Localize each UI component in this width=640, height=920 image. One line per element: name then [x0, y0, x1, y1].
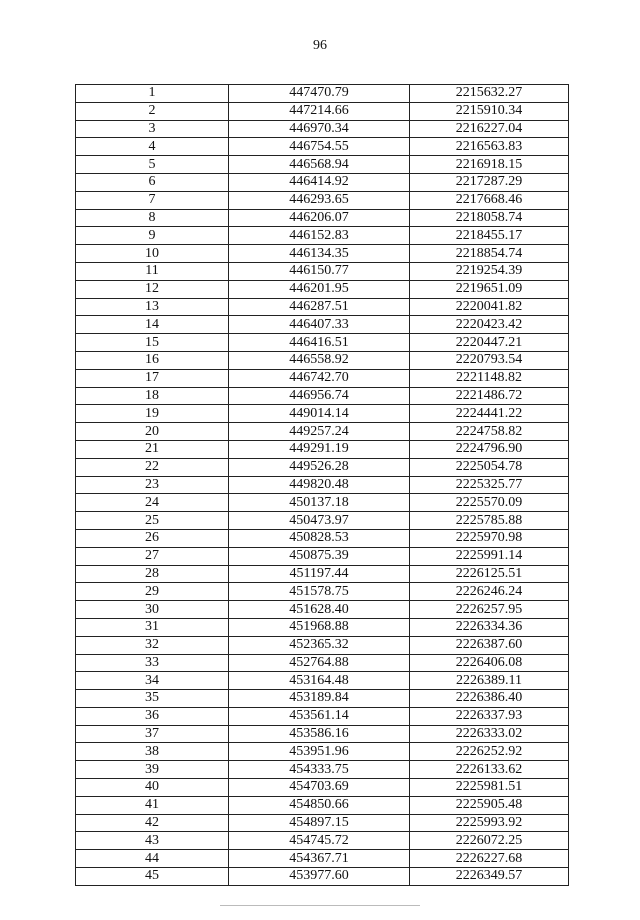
x-coordinate-cell: 454333.75 [229, 761, 410, 779]
table-row [76, 565, 569, 583]
x-coordinate-cell: 449526.28 [229, 458, 410, 476]
point-number-cell: 23 [76, 476, 229, 494]
table-row [76, 850, 569, 868]
page-bottom-rule [220, 905, 420, 906]
table-row [76, 280, 569, 298]
x-coordinate-cell: 453189.84 [229, 690, 410, 708]
point-number-cell: 39 [76, 761, 229, 779]
x-coordinate-cell: 454367.71 [229, 850, 410, 868]
y-coordinate-cell: 2218058.74 [410, 209, 569, 227]
x-coordinate-cell: 450828.53 [229, 529, 410, 547]
y-coordinate-cell: 2225570.09 [410, 494, 569, 512]
table-row [76, 369, 569, 387]
y-coordinate-cell: 2216563.83 [410, 138, 569, 156]
y-coordinate-cell: 2220423.42 [410, 316, 569, 334]
x-coordinate-cell: 451197.44 [229, 565, 410, 583]
point-number-cell: 34 [76, 672, 229, 690]
x-coordinate-cell: 447214.66 [229, 102, 410, 120]
table-row [76, 743, 569, 761]
x-coordinate-cell: 450473.97 [229, 512, 410, 530]
point-number-cell: 30 [76, 601, 229, 619]
point-number-cell: 38 [76, 743, 229, 761]
point-number-cell: 37 [76, 725, 229, 743]
point-number-cell: 26 [76, 529, 229, 547]
x-coordinate-cell: 446970.34 [229, 120, 410, 138]
y-coordinate-cell: 2225785.88 [410, 512, 569, 530]
table-row [76, 618, 569, 636]
x-coordinate-cell: 450875.39 [229, 547, 410, 565]
table-row [76, 440, 569, 458]
point-number-cell: 6 [76, 173, 229, 191]
x-coordinate-cell: 453586.16 [229, 725, 410, 743]
table-row [76, 690, 569, 708]
y-coordinate-cell: 2220793.54 [410, 351, 569, 369]
y-coordinate-cell: 2217668.46 [410, 191, 569, 209]
x-coordinate-cell: 453164.48 [229, 672, 410, 690]
x-coordinate-cell: 454703.69 [229, 779, 410, 797]
y-coordinate-cell: 2216227.04 [410, 120, 569, 138]
x-coordinate-cell: 446558.92 [229, 351, 410, 369]
point-number-cell: 42 [76, 814, 229, 832]
point-number-cell: 4 [76, 138, 229, 156]
table-row [76, 173, 569, 191]
table-row [76, 334, 569, 352]
point-number-cell: 24 [76, 494, 229, 512]
x-coordinate-cell: 454850.66 [229, 796, 410, 814]
x-coordinate-cell: 450137.18 [229, 494, 410, 512]
table-row [76, 351, 569, 369]
table-row [76, 779, 569, 797]
y-coordinate-cell: 2225970.98 [410, 529, 569, 547]
point-number-cell: 2 [76, 102, 229, 120]
y-coordinate-cell: 2226257.95 [410, 601, 569, 619]
y-coordinate-cell: 2225325.77 [410, 476, 569, 494]
y-coordinate-cell: 2216918.15 [410, 156, 569, 174]
point-number-cell: 36 [76, 707, 229, 725]
y-coordinate-cell: 2226387.60 [410, 636, 569, 654]
x-coordinate-cell: 446407.33 [229, 316, 410, 334]
y-coordinate-cell: 2225981.51 [410, 779, 569, 797]
x-coordinate-cell: 451968.88 [229, 618, 410, 636]
x-coordinate-cell: 454897.15 [229, 814, 410, 832]
y-coordinate-cell: 2226333.02 [410, 725, 569, 743]
y-coordinate-cell: 2226133.62 [410, 761, 569, 779]
y-coordinate-cell: 2226227.68 [410, 850, 569, 868]
point-number-cell: 17 [76, 369, 229, 387]
table-row [76, 868, 569, 886]
y-coordinate-cell: 2225993.92 [410, 814, 569, 832]
y-coordinate-cell: 2225991.14 [410, 547, 569, 565]
y-coordinate-cell: 2218854.74 [410, 245, 569, 263]
x-coordinate-cell: 446206.07 [229, 209, 410, 227]
y-coordinate-cell: 2219254.39 [410, 262, 569, 280]
point-number-cell: 20 [76, 423, 229, 441]
table-row [76, 387, 569, 405]
table-row [76, 458, 569, 476]
y-coordinate-cell: 2226337.93 [410, 707, 569, 725]
table-row [76, 832, 569, 850]
point-number-cell: 11 [76, 262, 229, 280]
point-number-cell: 43 [76, 832, 229, 850]
x-coordinate-cell: 449291.19 [229, 440, 410, 458]
point-number-cell: 28 [76, 565, 229, 583]
point-number-cell: 14 [76, 316, 229, 334]
point-number-cell: 5 [76, 156, 229, 174]
point-number-cell: 22 [76, 458, 229, 476]
x-coordinate-cell: 449820.48 [229, 476, 410, 494]
point-number-cell: 27 [76, 547, 229, 565]
coordinates-table-body [76, 85, 569, 886]
point-number-cell: 13 [76, 298, 229, 316]
table-row [76, 120, 569, 138]
table-row [76, 102, 569, 120]
x-coordinate-cell: 452764.88 [229, 654, 410, 672]
y-coordinate-cell: 2221148.82 [410, 369, 569, 387]
table-row [76, 583, 569, 601]
table-row [76, 298, 569, 316]
point-number-cell: 31 [76, 618, 229, 636]
table-row [76, 547, 569, 565]
point-number-cell: 29 [76, 583, 229, 601]
table-row [76, 601, 569, 619]
table-row [76, 796, 569, 814]
y-coordinate-cell: 2219651.09 [410, 280, 569, 298]
y-coordinate-cell: 2224441.22 [410, 405, 569, 423]
table-row [76, 209, 569, 227]
y-coordinate-cell: 2224758.82 [410, 423, 569, 441]
point-number-cell: 40 [76, 779, 229, 797]
y-coordinate-cell: 2226125.51 [410, 565, 569, 583]
y-coordinate-cell: 2224796.90 [410, 440, 569, 458]
point-number-cell: 15 [76, 334, 229, 352]
y-coordinate-cell: 2226406.08 [410, 654, 569, 672]
y-coordinate-cell: 2226252.92 [410, 743, 569, 761]
y-coordinate-cell: 2226349.57 [410, 868, 569, 886]
x-coordinate-cell: 447470.79 [229, 85, 410, 103]
x-coordinate-cell: 453977.60 [229, 868, 410, 886]
point-number-cell: 35 [76, 690, 229, 708]
point-number-cell: 18 [76, 387, 229, 405]
y-coordinate-cell: 2226072.25 [410, 832, 569, 850]
table-row [76, 138, 569, 156]
point-number-cell: 10 [76, 245, 229, 263]
point-number-cell: 12 [76, 280, 229, 298]
table-row [76, 245, 569, 263]
table-row [76, 512, 569, 530]
x-coordinate-cell: 446414.92 [229, 173, 410, 191]
x-coordinate-cell: 449257.24 [229, 423, 410, 441]
x-coordinate-cell: 453561.14 [229, 707, 410, 725]
point-number-cell: 9 [76, 227, 229, 245]
y-coordinate-cell: 2225905.48 [410, 796, 569, 814]
y-coordinate-cell: 2226246.24 [410, 583, 569, 601]
point-number-cell: 7 [76, 191, 229, 209]
x-coordinate-cell: 446134.35 [229, 245, 410, 263]
y-coordinate-cell: 2217287.29 [410, 173, 569, 191]
y-coordinate-cell: 2218455.17 [410, 227, 569, 245]
point-number-cell: 1 [76, 85, 229, 103]
x-coordinate-cell: 452365.32 [229, 636, 410, 654]
y-coordinate-cell: 2226386.40 [410, 690, 569, 708]
x-coordinate-cell: 451628.40 [229, 601, 410, 619]
x-coordinate-cell: 446568.94 [229, 156, 410, 174]
table-row [76, 707, 569, 725]
point-number-cell: 21 [76, 440, 229, 458]
point-number-cell: 45 [76, 868, 229, 886]
x-coordinate-cell: 454745.72 [229, 832, 410, 850]
table-row [76, 191, 569, 209]
x-coordinate-cell: 446152.83 [229, 227, 410, 245]
table-row [76, 476, 569, 494]
y-coordinate-cell: 2220041.82 [410, 298, 569, 316]
table-row [76, 405, 569, 423]
table-row [76, 85, 569, 103]
x-coordinate-cell: 453951.96 [229, 743, 410, 761]
point-number-cell: 25 [76, 512, 229, 530]
table-row [76, 529, 569, 547]
x-coordinate-cell: 446742.70 [229, 369, 410, 387]
table-row [76, 494, 569, 512]
y-coordinate-cell: 2226389.11 [410, 672, 569, 690]
table-row [76, 423, 569, 441]
x-coordinate-cell: 446150.77 [229, 262, 410, 280]
point-number-cell: 33 [76, 654, 229, 672]
table-row [76, 725, 569, 743]
table-row [76, 814, 569, 832]
x-coordinate-cell: 446287.51 [229, 298, 410, 316]
x-coordinate-cell: 449014.14 [229, 405, 410, 423]
y-coordinate-cell: 2215632.27 [410, 85, 569, 103]
table-row [76, 654, 569, 672]
y-coordinate-cell: 2221486.72 [410, 387, 569, 405]
point-number-cell: 19 [76, 405, 229, 423]
x-coordinate-cell: 451578.75 [229, 583, 410, 601]
point-number-cell: 3 [76, 120, 229, 138]
table-row [76, 156, 569, 174]
x-coordinate-cell: 446201.95 [229, 280, 410, 298]
table-row [76, 672, 569, 690]
coordinates-table [75, 84, 569, 886]
y-coordinate-cell: 2226334.36 [410, 618, 569, 636]
point-number-cell: 16 [76, 351, 229, 369]
point-number-cell: 8 [76, 209, 229, 227]
y-coordinate-cell: 2220447.21 [410, 334, 569, 352]
table-row [76, 636, 569, 654]
x-coordinate-cell: 446293.65 [229, 191, 410, 209]
point-number-cell: 41 [76, 796, 229, 814]
table-row [76, 262, 569, 280]
x-coordinate-cell: 446754.55 [229, 138, 410, 156]
y-coordinate-cell: 2215910.34 [410, 102, 569, 120]
x-coordinate-cell: 446416.51 [229, 334, 410, 352]
page-number: 96 [313, 38, 327, 53]
point-number-cell: 32 [76, 636, 229, 654]
point-number-cell: 44 [76, 850, 229, 868]
y-coordinate-cell: 2225054.78 [410, 458, 569, 476]
table-row [76, 316, 569, 334]
x-coordinate-cell: 446956.74 [229, 387, 410, 405]
table-row [76, 761, 569, 779]
table-row [76, 227, 569, 245]
